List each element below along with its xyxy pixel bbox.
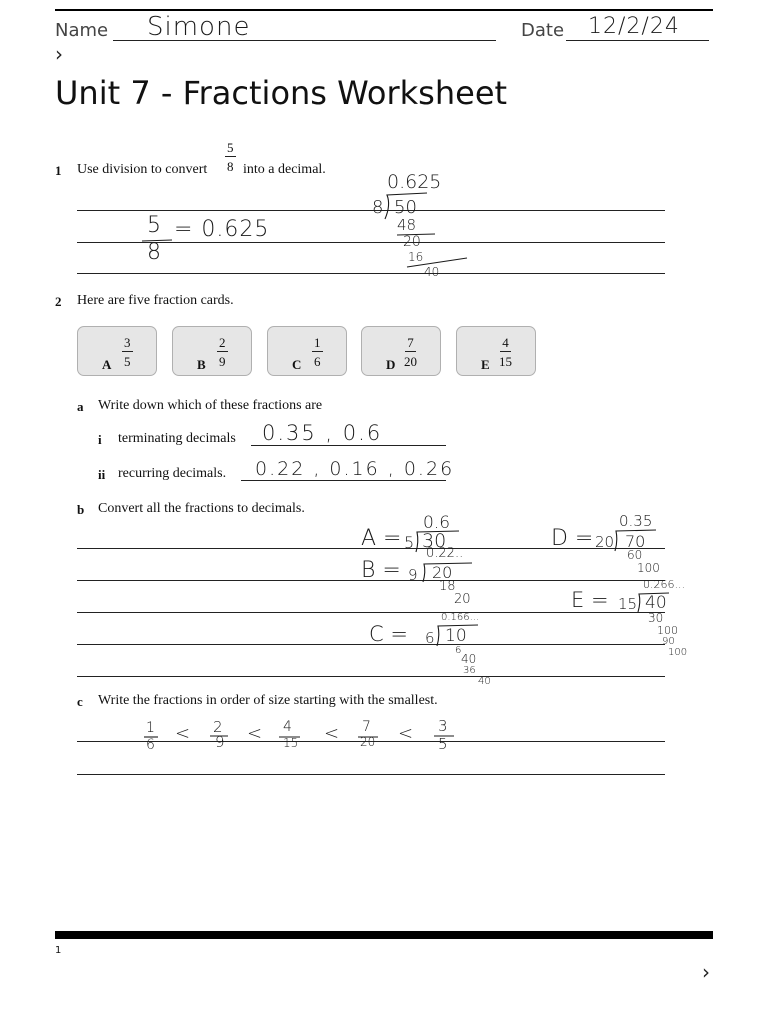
- q2b-a-dividend: 30: [422, 530, 447, 552]
- q2b-d-divisor: 20: [595, 533, 615, 551]
- next-page-chevron-icon[interactable]: ›: [702, 960, 710, 984]
- q2c-order-numerator: 7: [362, 719, 371, 735]
- q2b-c-quotient: 0.166...: [441, 612, 480, 623]
- date-label: Date: [521, 20, 565, 41]
- q1-work-divisor: 8: [372, 197, 384, 218]
- q2c-text: Write the fractions in order of size starting with the smallest.: [98, 693, 438, 708]
- card-denominator: 9: [219, 354, 226, 369]
- fraction-card-c: [267, 326, 347, 376]
- q1-text-before: Use division to convert: [77, 162, 208, 177]
- card-numerator: 7: [407, 335, 414, 350]
- q2-number: 2: [55, 294, 62, 309]
- q2b-answer-line: [77, 676, 665, 677]
- q1-fraction-denominator: 8: [227, 159, 234, 174]
- fraction-card-b: [172, 326, 252, 376]
- q2b-e-step: 90: [662, 636, 675, 647]
- q1-number: 1: [55, 163, 62, 178]
- fraction-card-e: [456, 326, 536, 376]
- q2c-order-denominator: 15: [283, 736, 299, 750]
- q2c-order-denominator: 9: [215, 733, 225, 751]
- card-numerator: 4: [502, 335, 509, 350]
- q2c-order-numerator: 4: [283, 719, 292, 735]
- name-value: Simone: [147, 12, 251, 42]
- card-denominator: 20: [404, 354, 417, 369]
- expand-chevron-icon[interactable]: ›: [55, 42, 63, 66]
- q1-answer-numerator: 5: [147, 213, 161, 238]
- q2b-e-step: 100: [657, 624, 678, 637]
- q2b-d-label: D =: [551, 526, 594, 551]
- card-fraction: [404, 336, 417, 368]
- date-value: 12/2/24: [588, 14, 680, 39]
- q1-work-dividend: 50: [394, 197, 417, 218]
- page-number: 1: [55, 945, 62, 956]
- q2c-order-numerator: 2: [213, 718, 223, 736]
- q2a-i-answer-line: [251, 445, 446, 446]
- q2c-separator: <: [247, 723, 263, 744]
- card-letter: C: [292, 357, 302, 372]
- q2-text: Here are five fraction cards.: [77, 293, 234, 308]
- q2b-b-step: 18: [439, 579, 456, 594]
- q2a-label: a: [77, 399, 84, 414]
- q1-work-step: 48: [397, 216, 417, 234]
- q2b-c-step: 40: [461, 652, 477, 666]
- q2c-separator: <: [398, 723, 414, 744]
- q2c-answer-line: [77, 774, 665, 775]
- q2b-b-step: 20: [454, 592, 471, 607]
- q1-text-after: into a decimal.: [243, 162, 326, 177]
- card-letter: B: [197, 357, 206, 372]
- q2a-text: Write down which of these fractions are: [98, 398, 323, 413]
- q2b-d-quotient: 0.35: [619, 512, 653, 530]
- q2b-c-step: 40: [478, 676, 491, 687]
- q2a-i-label: i: [98, 432, 102, 447]
- fraction-card-d: [361, 326, 441, 376]
- q2b-c-step: 6: [455, 645, 462, 656]
- q2b-a-divisor: 5: [404, 533, 415, 552]
- q1-answer-denominator: 8: [147, 240, 161, 265]
- q2c-label: c: [77, 694, 83, 709]
- q2b-b-dividend: 20: [432, 563, 453, 582]
- q2b-e-divisor: 15: [618, 595, 638, 613]
- q1-answer-line: [77, 273, 665, 274]
- card-letter: E: [481, 357, 490, 372]
- q2b-a-quotient: 0.6: [423, 513, 451, 533]
- page-title: Unit 7 - Fractions Worksheet: [55, 74, 508, 112]
- q2a-ii-label: ii: [98, 467, 106, 482]
- q2c-order-denominator: 20: [360, 735, 376, 749]
- q2a-ii-answer-line: [241, 480, 446, 481]
- q2a-ii-text: recurring decimals.: [118, 466, 227, 481]
- card-fraction: [312, 336, 323, 368]
- q2b-d-step: 60: [627, 548, 643, 562]
- card-fraction: [499, 336, 512, 368]
- q1-fraction-numerator: 5: [227, 140, 234, 155]
- q2b-e-step: 100: [668, 647, 688, 658]
- q2c-order-numerator: 1: [146, 720, 155, 736]
- card-numerator: 2: [219, 335, 226, 350]
- q2b-e-quotient: 0.266...: [643, 578, 685, 591]
- card-denominator: 6: [314, 354, 321, 369]
- fraction-card-a: [77, 326, 157, 376]
- q2b-b-quotient: 0.22..: [426, 546, 464, 561]
- q2b-c-label: C =: [369, 622, 408, 646]
- q1-work-strokes: [395, 230, 475, 280]
- card-denominator: 15: [499, 354, 512, 369]
- q1-work-step: 16: [408, 250, 424, 264]
- card-fraction: [217, 336, 228, 368]
- q2b-label: b: [77, 502, 85, 517]
- q2c-order-denominator: 5: [438, 735, 448, 753]
- card-letter: D: [386, 357, 396, 372]
- q2b-e-dividend: 40: [645, 593, 667, 613]
- q2c-order-denominator: 6: [146, 737, 155, 753]
- q2a-ii-answer: 0.2̇2̇ , 0.16 , 0.26: [255, 458, 455, 480]
- q2b-e-step: 30: [648, 611, 664, 625]
- q2c-fraction-bars: [140, 734, 460, 740]
- q2c-separator: <: [175, 723, 191, 744]
- top-rule: [55, 9, 713, 11]
- q2b-b-label: B =: [361, 558, 401, 583]
- q2b-b-divisor: 9: [408, 566, 418, 584]
- q2a-i-answer: 0.35 , 0.6: [262, 421, 383, 445]
- q2b-d-dividend: 70: [625, 532, 646, 551]
- card-denominator: 5: [124, 354, 131, 369]
- q2b-a-label: A =: [361, 526, 402, 551]
- q2b-e-label: E =: [571, 588, 609, 612]
- card-fraction: [122, 336, 133, 368]
- q2b-c-step: 36: [463, 665, 476, 676]
- q2b-c-divisor: 6: [425, 629, 435, 647]
- q1-work-step: 40: [424, 265, 440, 279]
- q2a-i-text: terminating decimals: [118, 431, 236, 446]
- q1-work-step: 20: [403, 234, 421, 250]
- card-numerator: 3: [124, 335, 131, 350]
- name-label: Name: [55, 20, 109, 41]
- q2b-c-dividend: 10: [445, 626, 467, 646]
- q2c-order-numerator: 3: [438, 717, 448, 735]
- q1-fraction: [225, 141, 236, 173]
- q2b-text: Convert all the fractions to decimals.: [98, 501, 305, 516]
- card-numerator: 1: [314, 335, 321, 350]
- card-letter: A: [102, 357, 112, 372]
- q1-answer-line: [77, 210, 665, 211]
- q2b-answer-line: [77, 612, 665, 613]
- q1-answer-value: = 0.625: [174, 217, 270, 242]
- q2b-d-step: 100: [637, 561, 660, 575]
- q1-work-quotient: 0.625: [387, 171, 442, 193]
- bottom-rule: [55, 931, 713, 939]
- q2c-separator: <: [324, 723, 340, 744]
- date-underline: [566, 40, 709, 41]
